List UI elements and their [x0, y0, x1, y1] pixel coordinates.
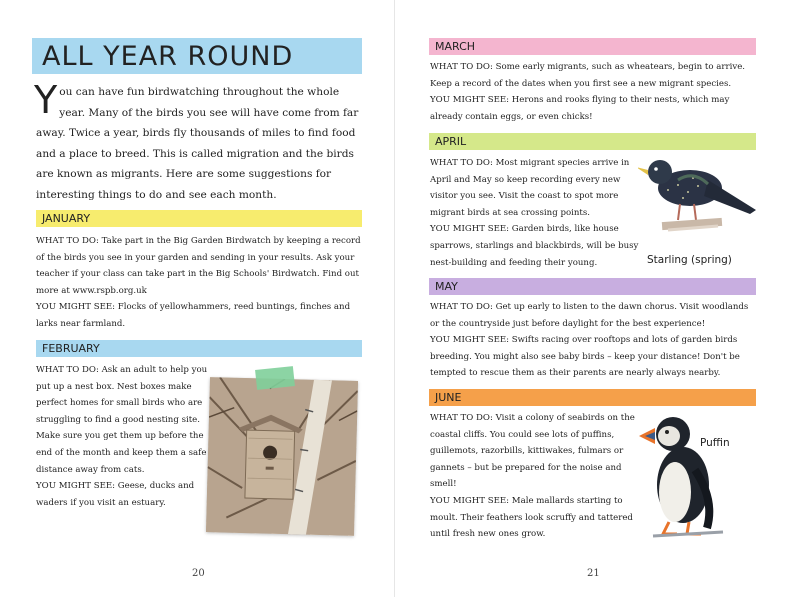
starling-caption: Starling (spring) — [647, 254, 732, 266]
march-section — [430, 59, 758, 125]
february-section — [36, 362, 208, 511]
april-section — [430, 155, 640, 271]
intro-dropcap: Y — [34, 78, 58, 122]
march-heading: MARCH — [429, 38, 756, 55]
may-section — [430, 299, 760, 382]
right-page — [395, 0, 790, 597]
april-what-to-do: WHAT TO DO: Most migrant species arrive in April and May so keep recording every new visitor you see. Visit the coast to spot more migrant birds at sea crossing points. — [430, 158, 630, 218]
may-what-to-do: WHAT TO DO: Get up early to listen to the dawn chorus. Visit woodlands or the countryside just before daylight for the best experience! — [430, 302, 749, 329]
page-title: ALL YEAR ROUND — [32, 38, 362, 74]
january-section — [36, 233, 362, 333]
page-number-left: 20 — [192, 568, 205, 579]
intro-paragraph — [34, 78, 362, 205]
february-you-might-see: YOU MIGHT SEE: Geese, ducks and waders if you visit an estuary. — [36, 481, 195, 508]
intro-text: ou can have fun birdwatching throughout the whole year. Many of the birds you see will have come from far away. Twice a year, birds fly thousands of miles to find food and a place to breed. This is called migration and the birds are known as migrants. Here are some suggestions for interesting things to do and see each month. — [36, 86, 359, 201]
puffin-caption: Puffin — [700, 437, 730, 449]
june-heading: JUNE — [429, 389, 756, 406]
nest-box-photo — [206, 377, 358, 536]
starling-icon — [638, 150, 758, 250]
nest-box-illustration — [206, 377, 358, 536]
june-section — [430, 410, 635, 543]
may-heading: MAY — [429, 278, 756, 295]
january-what-to-do: WHAT TO DO: Take part in the Big Garden Birdwatch by keeping a record of the birds you see in your garden and sending in your results. Ask your teacher if your class can take part in the Big Schools' Birdwatch. Find out more at www.rspb.org.uk — [36, 236, 361, 296]
may-you-might-see: YOU MIGHT SEE: Swifts racing over rooftops and lots of garden birds breeding. You might also see baby birds – keep your distance! Don't be tempted to rescue them as their parents are nearly always nearby. — [430, 335, 740, 379]
february-what-to-do: WHAT TO DO: Ask an adult to help you put up a nest box. Nest boxes make perfect homes for small birds who are struggling to find a good nesting site. Make sure you get them up before the end of the month and keep them a safe distance away from cats. — [36, 365, 208, 475]
march-you-might-see: YOU MIGHT SEE: Herons and rooks flying to their nests, which may already contain eggs, or even chicks! — [430, 95, 730, 122]
june-you-might-see: YOU MIGHT SEE: Male mallards starting to moult. Their feathers look scruffy and tattered until fresh new ones grow. — [430, 495, 633, 540]
february-heading: FEBRUARY — [36, 340, 362, 357]
april-you-might-see: YOU MIGHT SEE: Garden birds, like house sparrows, starlings and blackbirds, will be busy nest-building and feeding their young. — [430, 224, 639, 268]
photo-tape — [255, 366, 295, 390]
january-heading: JANUARY — [36, 210, 362, 227]
march-what-to-do: WHAT TO DO: Some early migrants, such as wheatears, begin to arrive. Keep a record of the dates when you first see a new migrant species. — [430, 62, 746, 89]
april-heading: APRIL — [429, 133, 756, 150]
january-you-might-see: YOU MIGHT SEE: Flocks of yellowhammers, reed buntings, finches and larks near farmland. — [36, 302, 351, 329]
page-number-right: 21 — [587, 568, 600, 579]
june-what-to-do: WHAT TO DO: Visit a colony of seabirds on the coastal cliffs. You could see lots of puffins, guillemots, razorbills, kittiwakes, fulmars or gannets – but be prepared for the noise and smell! — [430, 413, 635, 490]
puffin-icon — [633, 410, 743, 540]
